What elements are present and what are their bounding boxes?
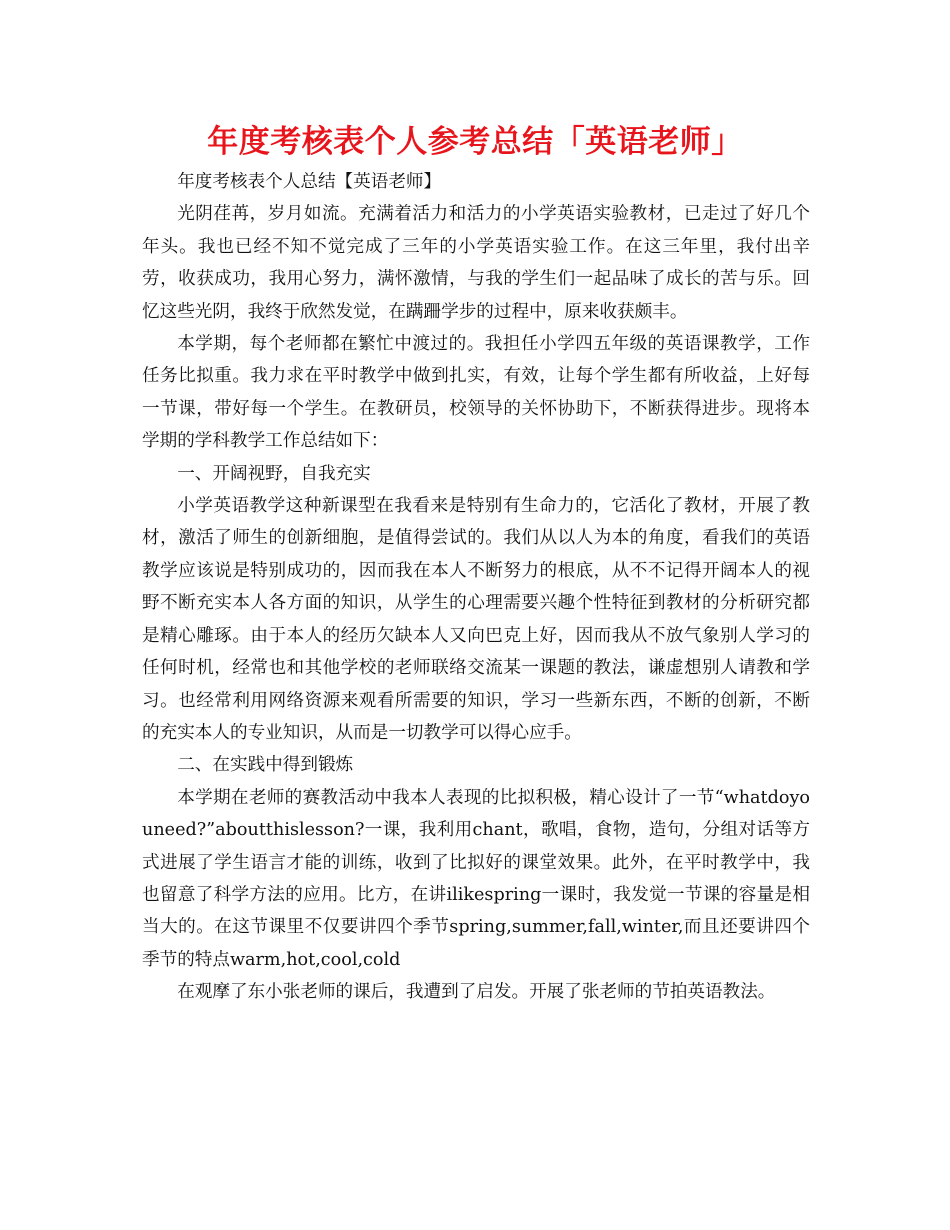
body-paragraph: 小学英语教学这种新课型在我看来是特别有生命力的，它活化了教材，开展了教材，激活了师生的创新细胞，是值得尝试的。我们从以人为本的角度，看我们的英语教学应该说是特别成功的，因而我在本人不断努力的根底，从不不记得开阔本人的视野不断充实本人各方面的知识，从学生的心理需要兴趣个性特征到教材的分析研究都是精心雕琢。由于本人的经历欠缺本人又向巴克上好，因而我从不放气象别人学习的任何时机，经常也和其他学校的老师联络交流某一课题的教法，谦虚想别人请教和学习。也经常利用网络资源来观看所需要的知识，学习一些新东西，不断的创新，不断的充实本人的专业知识，从而是一切教学可以得心应手。 [142,496,810,743]
body-paragraph: 光阴荏苒，岁月如流。充满着活力和活力的小学英语实验教材，已走过了好几个年头。我也已经不知不觉完成了三年的小学英语实验工作。在这三年里，我付出辛劳，收获成功，我用心努力，满怀激情，与我的学生们一起品味了成长的苦与乐。回忆这些光阴，我终于欣然发觉，在蹒跚学步的过程中，原来收获颇丰。 [142,204,810,322]
body-paragraph: 在观摩了东小张老师的课后，我遭到了启发。开展了张老师的节拍英语教法。 [177,982,776,1003]
subtitle-paragraph: 年度考核表个人总结【英语老师】 [177,172,442,192]
document-body [142,166,810,1009]
section-heading: 二、在实践中得到锻炼 [177,755,354,776]
section-heading: 一、开阔视野，自我充实 [177,463,371,484]
body-paragraph: 本学期在老师的赛教活动中我本人表现的比拟积极，精心设计了一节“whatdoyouneed?”aboutthislesson?一课，我利用chant，歌唱，食物，造句，分组对话等方式进展了学生语言才能的训练，收到了比拟好的课堂效果。此外，在平时教学中，我也留意了科学方法的应用。比方，在讲ilikespring一课时，我发觉一节课的容量是相当大的。在这节课里不仅要讲四个季节spring,summer,fall,winter,而且还要讲四个季节的特点warm,hot,cool,cold [142,787,810,970]
body-paragraph: 本学期，每个老师都在繁忙中渡过的。我担任小学四五年级的英语课教学，工作任务比拟重。我力求在平时教学中做到扎实，有效，让每个学生都有所收益，上好每一节课，带好每一个学生。在教研员，校领导的关怀协助下，不断获得进步。现将本学期的学科教学工作总结如下： [142,334,810,452]
document-title: 年度考核表个人参考总结「英语老师」 [207,124,743,160]
